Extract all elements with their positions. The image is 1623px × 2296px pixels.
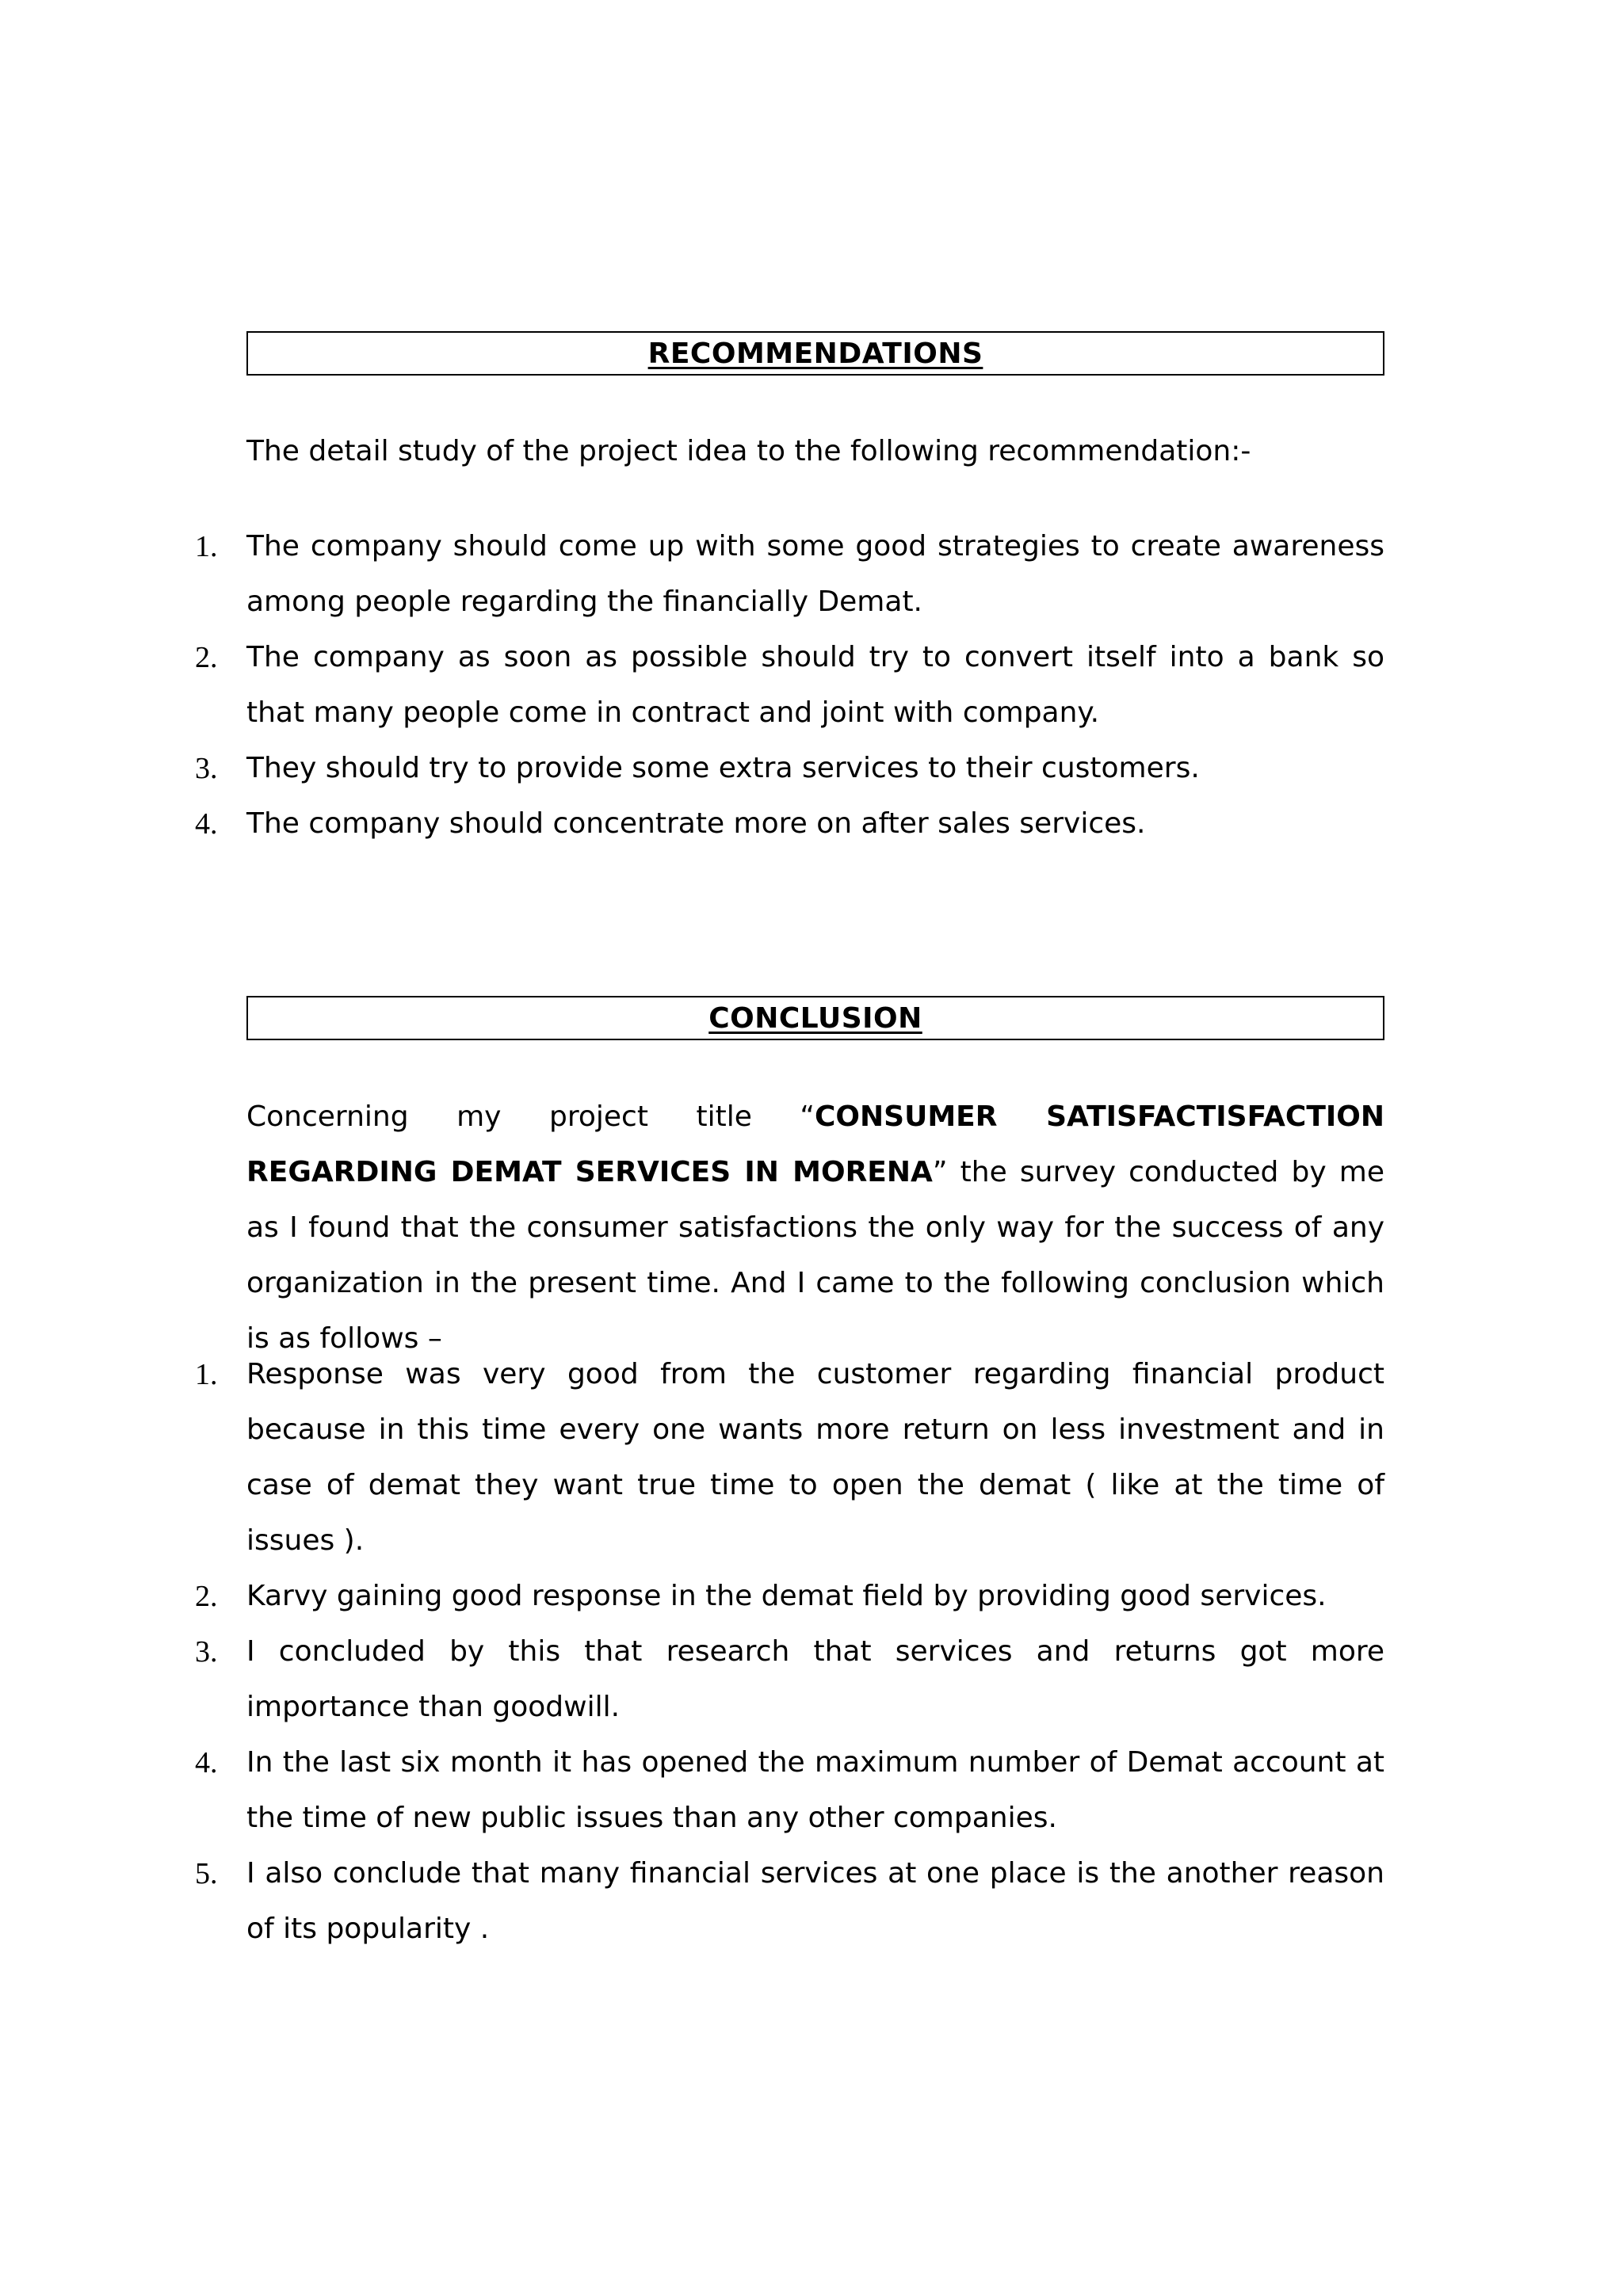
list-item-number: 2. — [195, 641, 218, 674]
list-item-number: 4. — [195, 1746, 218, 1779]
list-item-number: 1. — [195, 1358, 218, 1391]
list-item-number: 4. — [195, 807, 218, 841]
conclusion-heading: CONCLUSION — [708, 1001, 922, 1035]
project-title: CONSUMER SATISFACTISFACTION REGARDING DEMAT SERVICES IN MORENA — [246, 1100, 1384, 1188]
list-item-text: I concluded by this that research that services and returns got more importance than goodwill. — [246, 1635, 1384, 1723]
recommendations-intro: The detail study of the project idea to the following recommendation:- — [246, 435, 1251, 467]
list-item — [0, 1846, 1384, 1957]
list-item-text: The company should concentrate more on after sales services. — [246, 807, 1146, 840]
list-item-number: 2. — [195, 1580, 218, 1613]
list-item — [0, 741, 1384, 796]
list-item-text: The company as soon as possible should try to convert itself into a bank so that many people come in contract and joint with company. — [246, 641, 1384, 729]
list-item-text: The company should come up with some good strategies to create awareness among people regarding the financially Demat. — [246, 530, 1384, 618]
recommendations-heading: RECOMMENDATIONS — [647, 337, 983, 370]
list-item — [0, 630, 1384, 741]
list-item-text: Response was very good from the customer regarding financial product because in this time every one wants more return on less investment and in case of demat they want true time to open the demat ( like at the time of issues ). — [246, 1358, 1384, 1557]
conclusion-list — [0, 1347, 1384, 1957]
list-item-number: 1. — [195, 530, 218, 563]
list-item-text: In the last six month it has opened the maximum number of Demat account at the time of new public issues than any other companies. — [246, 1746, 1384, 1834]
list-item-text: Karvy gaining good response in the demat field by providing good services. — [246, 1580, 1327, 1612]
list-item-number: 5. — [195, 1857, 218, 1890]
list-item — [0, 1347, 1384, 1569]
recommendations-list — [0, 519, 1384, 852]
list-item — [0, 1569, 1384, 1624]
list-item-text: I also conclude that many financial services at one place is the another reason of its popularity . — [246, 1857, 1384, 1945]
list-item-number: 3. — [195, 752, 218, 785]
conclusion-heading-box — [246, 996, 1384, 1040]
list-item — [0, 1624, 1384, 1735]
conclusion-intro-start: Concerning my project title “ — [246, 1100, 815, 1133]
recommendations-heading-box — [246, 331, 1384, 376]
list-item-text: They should try to provide some extra services to their customers. — [246, 752, 1200, 784]
list-item — [0, 1735, 1384, 1846]
conclusion-intro — [246, 1089, 1384, 1367]
list-item — [0, 796, 1384, 852]
conclusion-intro-end: ” the survey conducted by me as I found that the consumer satisfactions the only way for the success of any organization in the present time. And I came to the following conclusion which is as follows – — [246, 1156, 1384, 1355]
list-item-number: 3. — [195, 1635, 218, 1669]
list-item — [0, 519, 1384, 630]
